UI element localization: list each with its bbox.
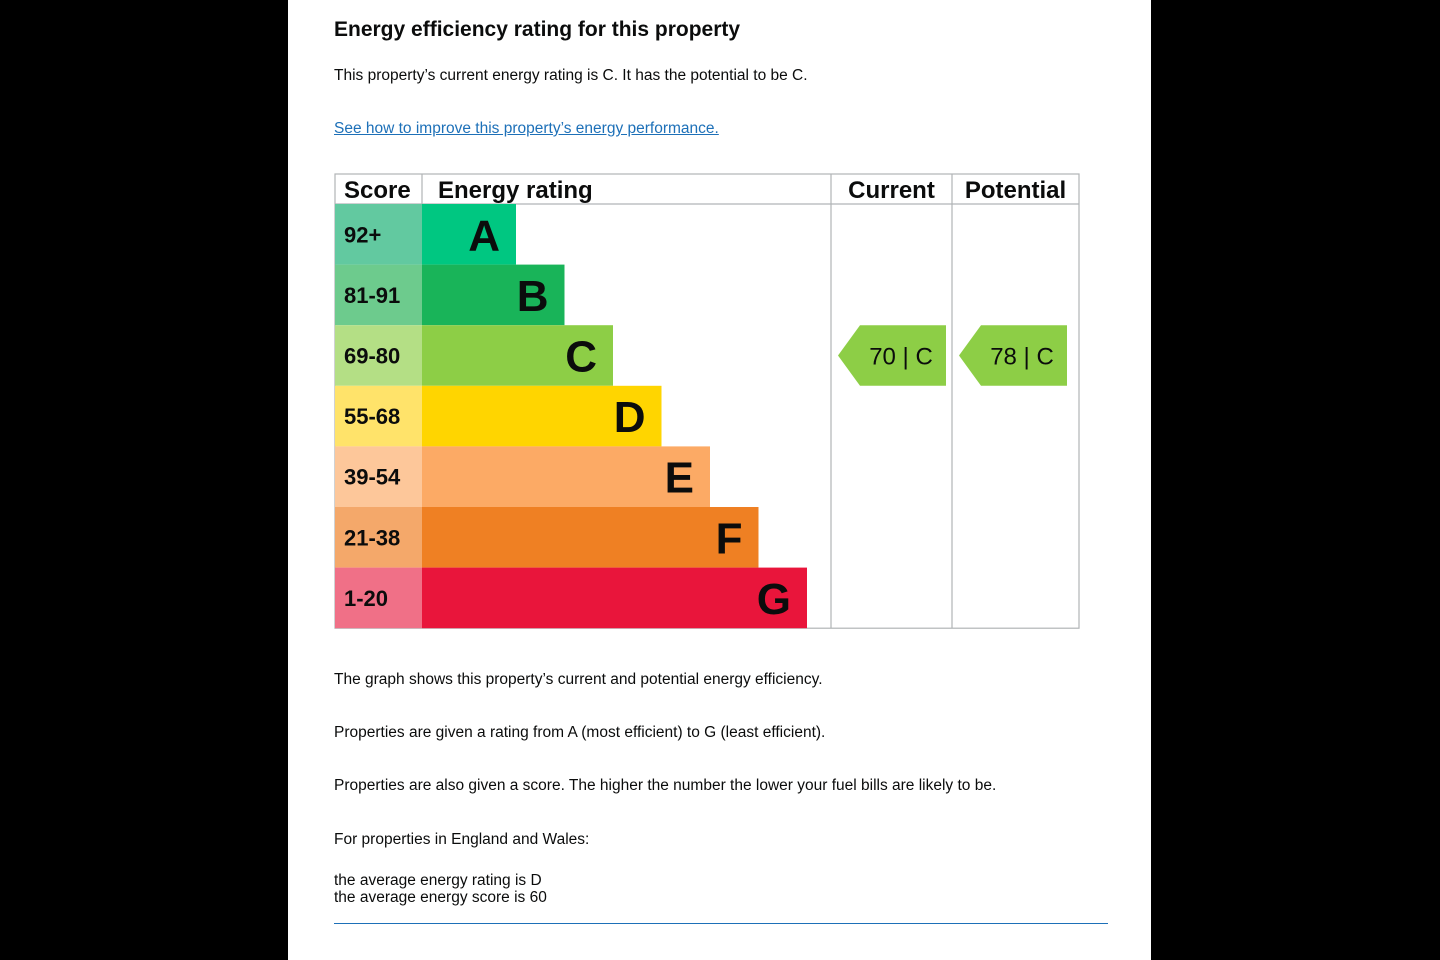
header-score: Score — [344, 177, 411, 204]
epc-page — [288, 0, 1151, 960]
rating-letter: A — [468, 211, 500, 261]
header-potential: Potential — [964, 177, 1067, 204]
score-range-label: 92+ — [344, 222, 382, 248]
header-current: Current — [848, 177, 935, 204]
current-rating-label: 70 | C — [869, 343, 933, 371]
band-f — [335, 507, 759, 568]
band-b — [335, 265, 565, 326]
band-a — [335, 204, 516, 265]
rating-letter: B — [516, 271, 549, 321]
rating-bar-f — [422, 507, 759, 568]
rating-summary: This property’s current energy rating is C. It has the potential to be C. — [334, 67, 808, 84]
potential-rating-label: 78 | C — [990, 343, 1054, 371]
rating-letter: D — [613, 393, 646, 443]
rating-letter: G — [756, 574, 791, 624]
score-range-label: 39-54 — [344, 464, 401, 490]
rating-letter: F — [715, 514, 743, 564]
score-range-label: 21-38 — [344, 525, 401, 551]
rating-letter: C — [565, 332, 597, 382]
band-d — [335, 386, 662, 447]
average-rating: the average energy rating is D — [334, 872, 542, 889]
explanation-score: Properties are also given a score. The higher the number the lower your fuel bills are likely to be. — [334, 777, 997, 794]
score-range-label: 55-68 — [344, 404, 401, 430]
header-energy-rating: Energy rating — [438, 177, 593, 204]
page-title: Energy efficiency rating for this property — [334, 18, 741, 41]
energy-rating-chart — [288, 0, 1151, 640]
average-score: the average energy score is 60 — [334, 889, 547, 906]
explanation-graph: The graph shows this property’s current and potential energy efficiency. — [334, 671, 823, 688]
explanation-region: For properties in England and Wales: — [334, 831, 590, 848]
explanation-rating: Properties are given a rating from A (most efficient) to G (least efficient). — [334, 724, 826, 741]
rating-letter: E — [664, 453, 694, 503]
improve-performance-link[interactable]: See how to improve this property’s energy performance. — [334, 120, 719, 137]
potential-rating — [959, 325, 1067, 386]
band-c — [335, 325, 613, 386]
rating-bar-g — [422, 568, 807, 629]
current-rating — [838, 325, 946, 386]
section-divider — [334, 923, 1108, 924]
score-range-label: 69-80 — [344, 343, 401, 369]
band-g — [335, 568, 807, 629]
band-e — [335, 446, 710, 507]
score-range-label: 1-20 — [344, 585, 389, 611]
score-range-label: 81-91 — [344, 282, 401, 308]
